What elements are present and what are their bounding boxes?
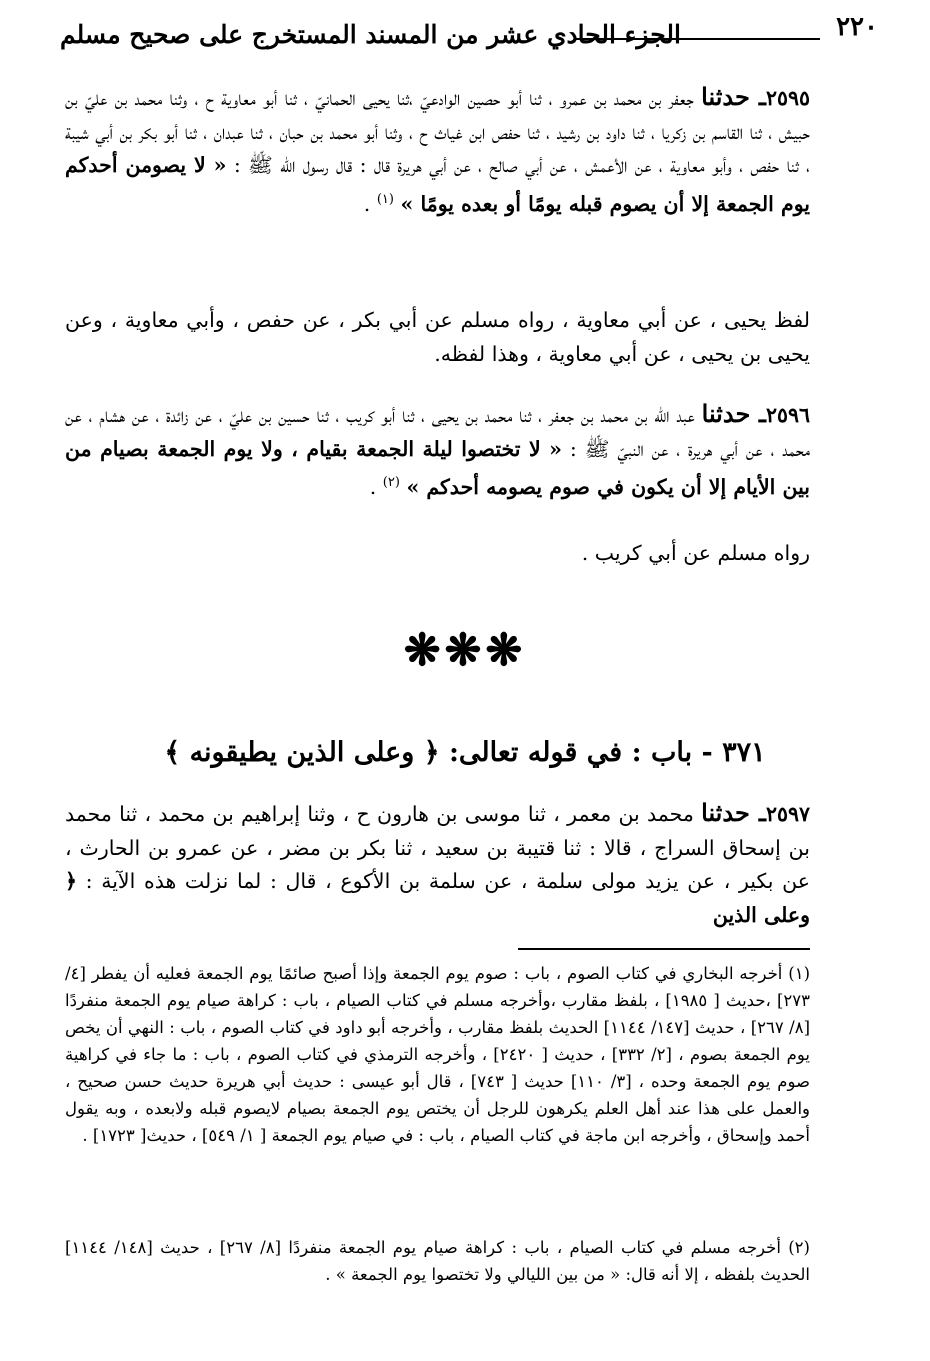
hadith-2597 <box>65 796 810 932</box>
hadith-end: . <box>369 474 383 499</box>
hadith-matn: ﴿ وعلى الذين <box>65 869 810 927</box>
hadith-isnad: جعفر بن محمد بن عمرو ، ثنا أبو حصين الوادعيّ ،ثنا يحيى الحمانيّ ، ثنا أبو معاوية ح ، وثنا محمد بن عليّ بن حبيش ، ثنا القاسم بن زكريا ، ثنا داود بن رشيد ، ثنا حفص ابن غياث ح ، وثنا أبو محمد بن حبان ، ثنا عبدان ، ثنا أبو بكر بن أبي شيبة ، ثنا حفص ، وأبو معاوية ، عن الأعمش ، عن أبي صالح ، عن أبي هريرة قال : قال رسول الله ﷺ : <box>65 86 810 177</box>
running-title: الجزء الحادي عشر من المسند المستخرج على صحيح مسلم <box>60 20 681 49</box>
hadith-2595 <box>65 80 810 221</box>
chapter-heading: ٣٧١ - باب : في قوله تعالى: ﴿ وعلى الذين يطيقونه ﴾ <box>164 737 766 768</box>
hadith-number: ٢٥٩٧ <box>765 802 810 826</box>
footnote-2: (٢) أخرجه مسلم في كتاب الصيام ، باب : كراهة صيام يوم الجمعة منفردًا [٨/ ٢٦٧] ، حديث [١٤٨/ ١١٤٤] الحديث بلفظه ، إلا أنه قال: « من بين الليالي ولا تختصوا يوم الجمعة » . <box>65 1238 810 1284</box>
hadith-number: ٢٥٩٥ <box>765 86 810 110</box>
hadith-number: ٢٥٩٦ <box>765 403 810 427</box>
hadith-matn: « لا تختصوا ليلة الجمعة بقيام ، ولا يوم الجمعة بصيام من بين الأيام إلا أن يكون في صوم يصومه أحدكم » <box>65 436 810 499</box>
footnote-ref: (٢) <box>382 475 400 490</box>
hadith-isnad: محمد بن معمر ، ثنا موسى بن هارون ح ، وثنا إبراهيم بن محمد ، ثنا محمد بن إسحاق السراج ، قالا : ثنا قتيبة بن سعيد ، ثنا بكر بن مضر ، عن عمرو بن الحارث ، عن بكير ، عن يزيد مولى سلمة ، عن سلمة بن الأكوع ، قال : لما نزلت هذه الآية : <box>65 802 810 893</box>
footnote-ref: (١) <box>376 191 394 207</box>
section-separator: ❋❋❋ <box>403 625 527 676</box>
hadith-isnad: عبد الله بن محمد بن جعفر ، ثنا محمد بن يحيى ، ثنا أبو كريب ، ثنا حسين بن عليّ ، عن زائدة ، عن هشام ، عن محمد ، عن أبي هريرة ، عن النبيّ ﷺ : <box>65 403 810 461</box>
note-2595: لفظ يحيى ، عن أبي معاوية ، رواه مسلم عن أبي بكر ، عن حفص ، وأبي معاوية ، وعن يحيى بن يحيى ، عن أبي معاوية ، وهذا لفظه. <box>65 308 810 366</box>
hadith-end: . <box>363 191 377 216</box>
hadith-2596 <box>65 397 810 504</box>
note-2596: رواه مسلم عن أبي كريب . <box>581 541 810 565</box>
footnote-rule <box>518 948 810 950</box>
haddathana-label: ـ حدثنا <box>701 798 766 827</box>
page-number: ٢٢٠ <box>836 12 878 42</box>
footnote-1: (١) أخرجه البخاري في كتاب الصوم ، باب : صوم يوم الجمعة وإذا أصبح صائمًا يوم الجمعة فعليه أن يفطر [٤/ ٢٧٣] ،حديث [ ١٩٨٥] ، بلفظ مقارب ،وأخرجه مسلم في كتاب الصيام ، باب : كراهة صيام يوم الجمعة منفردًا [٨/ ٢٦٧] ، حديث [١٤٧/ ١١٤٤] الحديث بلفظ مقارب ، وأخرجه أبو داود في كتاب الصوم ، باب : النهي أن يخص يوم الجمعة بصوم ، [٢/ ٣٣٢] ، حديث [ ٢٤٢٠] ، وأخرجه الترمذي في كتاب الصوم ، باب : ما جاء في كراهية صوم يوم الجمعة وحده ، [٣/ ١١٠] حديث [ ٧٤٣] ، قال أبو عيسى : حديث أبي هريرة حديث حسن صحيح ، والعمل على هذا عند أهل العلم يكرهون للرجل أن يختص يوم الجمعة بصيام لايصوم قبله ولابعده ، وبه يقول أحمد وإسحاق ، وأخرجه ابن ماجة في كتاب الصيام ، باب : في صيام يوم الجمعة [ ١/ ٥٤٩] ، حديث[ ١٧٢٣] . <box>65 964 810 1145</box>
hadith-matn: « لا يصومن أحدكم يوم الجمعة إلا أن يصوم قبله يومًا أو بعده يومًا » <box>65 153 810 216</box>
page-header <box>60 8 878 68</box>
haddathana-label: ـ حدثنا <box>701 82 766 111</box>
haddathana-label: ـ حدثنا <box>701 399 766 428</box>
